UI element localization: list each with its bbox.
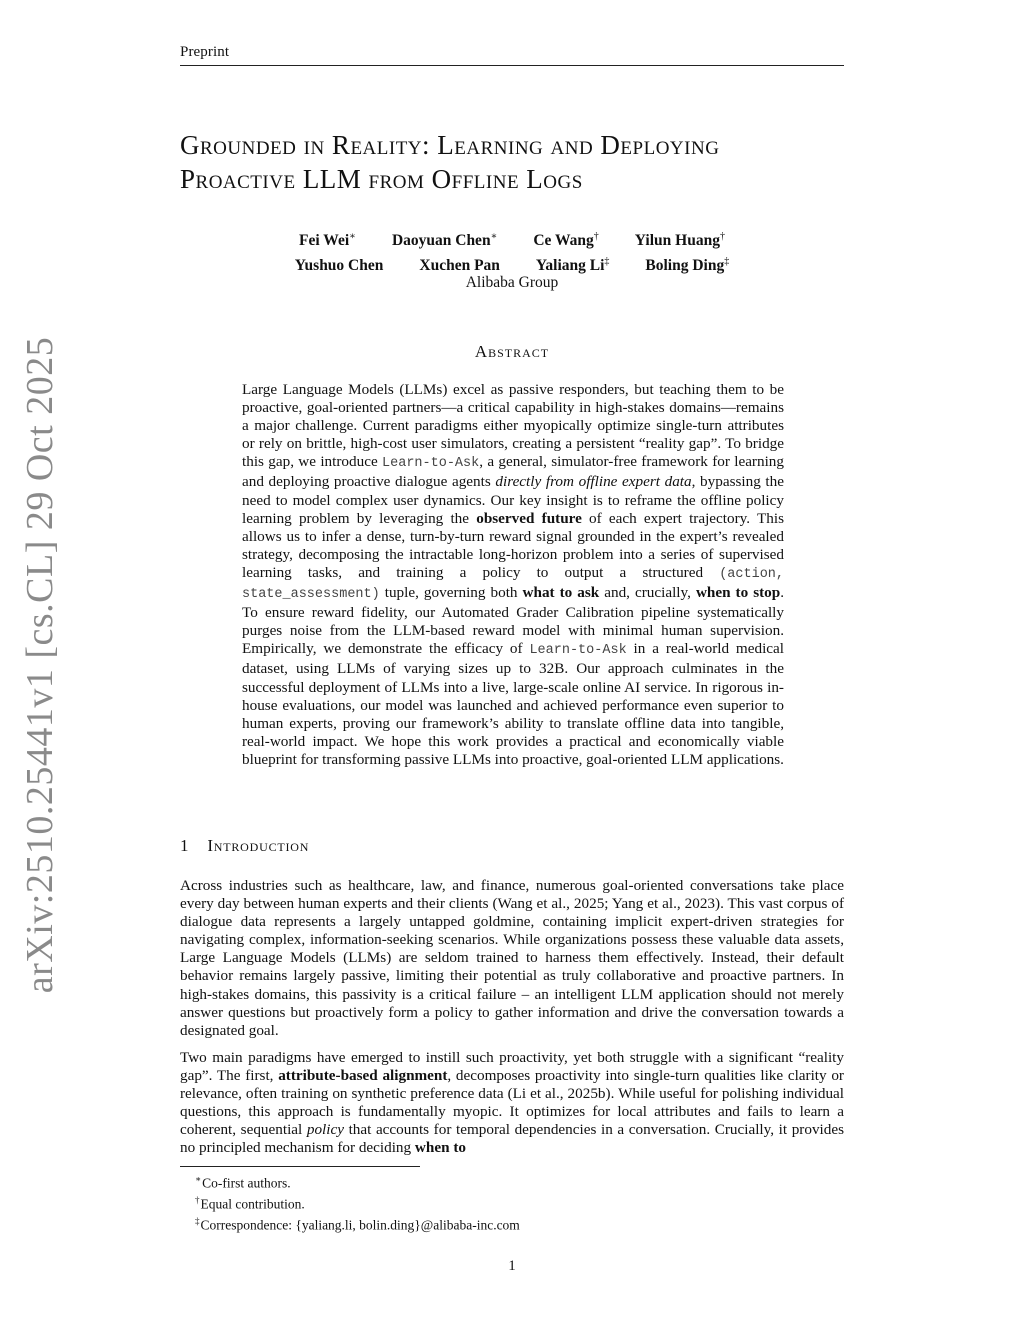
footnote: ‡Correspondence: {yaliang.li, bolin.ding}@alibaba-inc.com [195, 1216, 520, 1233]
arxiv-identifier-stamp: arXiv:2510.25441v1 [cs.CL] 29 Oct 2025 [19, 336, 61, 994]
abstract-paragraph: Large Language Models (LLMs) excel as passive responders, but teaching them to be proactive, goal-oriented partners—a critical capability in high-stakes domains—remains a major challenge. Current paradigms either myopically optimize single-turn attributes or rely on brittle, high-cost user simulators, creating a persistent “reality gap”. To bridge this gap, we introduce Learn-to-Ask, a general, simulator-free framework for learning and deploying proactive dialogue agents directly from offline expert data, bypassing the need to model complex user dynamics. Our key insight is to reframe the offline policy learning problem by leveraging the observed future of each expert trajectory. This allows us to infer a dense, turn-by-turn reward signal grounded in the expert’s revealed strategy, decomposing the intractable long-horizon problem into a series of supervised learning tasks, and training a policy to output a structured (action, state_assessment) tuple, governing both what to ask and, crucially, when to stop. To ensure reward fidelity, our Automated Grader Calibration pipeline systematically purges noise from the LLM-based reward model with minimal human supervision. Empirically, we demonstrate the efficacy of Learn-to-Ask in a real-world medical dataset, using LLMs of varying sizes up to 32B. Our approach culminates in the successful deployment of LLMs into a live, large-scale online AI service. In rigorous in-house evaluations, our model was launched and achieved performance even superior to human experts, proving our framework’s ability to translate offline data into tangible, real-world impact. We hope this work provides a practical and economically viable blueprint for transforming passive LLMs into proactive, goal-oriented LLM applications. [242, 381, 785, 768]
author-block [180, 226, 844, 276]
author: Fei Wei∗ [299, 231, 356, 250]
title-line-2: Proactive LLM from Offline Logs [180, 164, 583, 194]
running-header: Preprint [180, 44, 230, 60]
author-row-1 [180, 226, 844, 251]
footnote: ∗Co-first authors. [195, 1174, 291, 1191]
affiliation: Alibaba Group [465, 274, 559, 291]
footnote-rule [180, 1166, 420, 1167]
author: Xuchen Pan [419, 257, 500, 275]
header-rule [180, 65, 844, 66]
abstract-heading: Abstract [474, 342, 550, 361]
title-line-1: Grounded in Reality: Learning and Deploying [180, 130, 720, 160]
introduction-body [180, 877, 844, 1166]
paper-title [180, 128, 880, 196]
body-paragraph: Across industries such as healthcare, law, and finance, numerous goal-oriented conversations take place every day between human experts and their clients (Wang et al., 2025; Yang et al., 2023). This vast corpus of dialogue data represents a largely untapped goldmine, containing implicit expert-driven strategies for navigating complex, information-seeking scenarios. While organizations possess these valuable data assets, Large Language Models (LLMs) are seldom trained to harness them effectively. Instead, their default behavior remains largely passive, limiting their potential as truly collaborative and proactive partners. In high-stakes domains, this passivity is a critical failure – an intelligent LLM application should not merely answer questions but proactively form a policy to gather information and drive the conversation towards a designated goal. [180, 877, 844, 1039]
author-row-2 [180, 251, 844, 276]
footnotes [195, 1171, 520, 1234]
section-heading-introduction: 1 Introduction [180, 836, 310, 855]
footnote: †Equal contribution. [195, 1195, 305, 1212]
author: Boling Ding‡ [645, 256, 730, 275]
author: Yushuo Chen [294, 257, 384, 275]
body-paragraph: Two main paradigms have emerged to instill such proactivity, yet both struggle with a significant “reality gap”. The first, attribute-based alignment, decomposes proactivity into single-turn qualities like clarity or relevance, often training on synthetic preference data (Li et al., 2025b). While useful for polishing individual questions, this approach is fundamentally myopic. It optimizes for local attributes and fails to learn a coherent, sequential policy that accounts for temporal dependencies in a conversation. Crucially, it provides no principled mechanism for deciding when to [180, 1048, 844, 1157]
abstract-body [242, 381, 784, 769]
author: Yilun Huang† [634, 231, 725, 250]
author: Ce Wang† [533, 231, 599, 250]
page-number: 1 [508, 1258, 516, 1274]
author: Yaliang Li‡ [535, 256, 610, 275]
author: Daoyuan Chen∗ [391, 231, 498, 250]
